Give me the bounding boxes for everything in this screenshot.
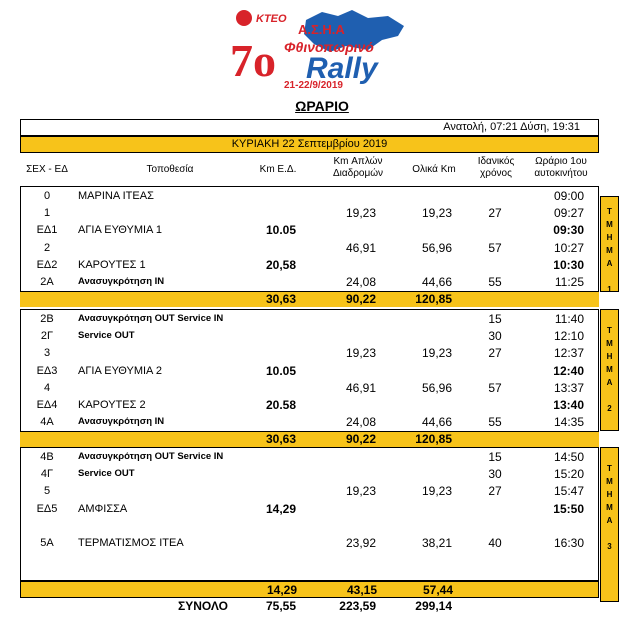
day-label: ΚΥΡΙΑΚΗ 22 Σεπτεμβρίου 2019 (20, 136, 599, 153)
row-schedule-time: 13:37 (553, 380, 584, 395)
header-km-total: Ολικά Km (412, 164, 456, 175)
row-sec: ΕΔ1 (36, 224, 58, 237)
section-side-label (600, 196, 619, 292)
header-sec: ΣΕΧ - ΕΔ (26, 164, 68, 175)
section-subtotal-km: 30,63 (265, 292, 296, 307)
header-ideal-time: Ιδανικός χρόνος (477, 156, 515, 179)
row-ideal-time: 30 (488, 329, 502, 344)
row-km-total: 56,96 (421, 380, 452, 395)
svg-text:Φθινοπωρινό: Φθινοπωρινό (284, 39, 374, 55)
row-schedule-time: 11:25 (554, 275, 584, 289)
side-label-letter: 3 (607, 542, 612, 551)
final-sum-liaison: 43,15 (346, 583, 377, 597)
row-ideal-time: 27 (488, 484, 502, 499)
header-km-liaison: Km Απλών Διαδρομών (332, 156, 384, 179)
side-label-letter (601, 270, 618, 283)
row-schedule-time: 12:10 (553, 329, 584, 344)
row-location: ΚΑΡΟΥΤΕΣ 1 (78, 258, 146, 271)
row-ideal-time: 57 (488, 240, 502, 255)
side-label-letter (601, 389, 618, 402)
row-ideal-time: 15 (488, 450, 502, 464)
row-ideal-time: 27 (488, 206, 502, 221)
row-schedule-time: 15:20 (553, 467, 584, 482)
section-subtotal-total: 120,85 (415, 292, 452, 307)
row-ideal-time: 57 (488, 380, 502, 395)
row-sec: 2 (43, 241, 51, 254)
row-location: Ανασυγκρότηση IN (78, 276, 165, 287)
row-location: Ανασυγκρότηση OUT Service IN (78, 313, 224, 324)
row-ideal-time: 55 (488, 275, 502, 289)
row-schedule-time: 09:27 (553, 206, 584, 221)
row-sec: 2Γ (40, 330, 54, 343)
row-schedule-time: 12:40 (553, 363, 584, 378)
row-location: ΑΜΦΙΣΣΑ (78, 502, 128, 515)
row-schedule-time: 14:35 (553, 415, 584, 430)
row-sec: ΕΔ5 (36, 502, 58, 515)
grand-total-total: 299,14 (415, 599, 452, 613)
row-sec: ΕΔ4 (36, 399, 58, 411)
row-km-stage: 14,29 (265, 501, 296, 516)
grand-total-km: 75,55 (265, 599, 296, 613)
row-ideal-time: 55 (488, 415, 502, 430)
row-sec: 2Α (40, 276, 54, 288)
side-label-letter: Τ (607, 207, 612, 216)
svg-text:7ο: 7ο (230, 35, 276, 86)
row-km-liaison: 46,91 (345, 380, 376, 395)
row-location: ΑΓΙΑ ΕΥΘΥΜΙΑ 2 (78, 364, 162, 377)
side-label-letter: Η (606, 352, 613, 361)
side-label-letter (601, 527, 618, 540)
header-location: Τοποθεσία (146, 164, 194, 175)
row-km-stage: 10.05 (265, 223, 296, 238)
row-location: ΑΓΙΑ ΕΥΘΥΜΙΑ 1 (78, 224, 162, 237)
row-schedule-time: 09:30 (553, 223, 584, 238)
section-subtotal-liaison: 90,22 (345, 292, 376, 307)
final-total-bar (20, 581, 599, 598)
side-label-letter: 1 (607, 285, 612, 294)
side-label-letter: Τ (607, 326, 612, 335)
row-schedule-time: 10:27 (553, 240, 584, 255)
section-side-label (600, 309, 619, 431)
svg-text:Α.Σ.Η.Α: Α.Σ.Η.Α (298, 22, 345, 37)
row-km-stage: 20,58 (265, 257, 296, 272)
row-sec: ΕΔ2 (36, 258, 58, 271)
row-schedule-time: 15:50 (553, 501, 584, 516)
side-label-letter: Μ (606, 365, 613, 374)
row-schedule-time: 12:37 (553, 346, 584, 361)
row-sec: 3 (43, 347, 51, 360)
row-sec: 4Β (40, 451, 54, 463)
side-label-letter: Μ (606, 246, 613, 255)
row-sec: ΕΔ3 (36, 364, 58, 377)
row-km-total: 38,21 (421, 536, 452, 550)
svg-text:21-22/9/2019: 21-22/9/2019 (284, 80, 343, 90)
section-subtotal-liaison: 90,22 (345, 432, 376, 447)
row-location: Service OUT (78, 468, 135, 480)
row-location: ΤΕΡΜΑΤΙΣΜΟΣ ΙΤΕΑ (78, 537, 184, 549)
row-ideal-time: 40 (488, 536, 502, 550)
row-location: ΚΑΡΟΥΤΕΣ 2 (78, 399, 146, 411)
side-label-letter: Μ (606, 503, 613, 512)
row-schedule-time: 16:30 (553, 536, 584, 550)
row-sec: 5 (43, 485, 51, 498)
side-label-letter: Τ (607, 464, 612, 473)
grand-total-label: ΣΥΝΟΛΟ (178, 599, 228, 613)
final-sum-km: 14,29 (266, 583, 297, 597)
row-ideal-time: 15 (488, 312, 502, 326)
row-location: Ανασυγκρότηση IN (78, 416, 165, 428)
row-km-total: 56,96 (421, 240, 452, 255)
row-km-liaison: 46,91 (345, 240, 376, 255)
row-km-stage: 20.58 (265, 398, 296, 412)
side-label-letter: Α (606, 516, 613, 525)
row-sec: 1 (43, 207, 51, 220)
row-km-total: 19,23 (421, 206, 452, 221)
section-subtotal-bar (20, 291, 599, 307)
row-km-liaison: 19,23 (345, 346, 376, 361)
row-location: ΜΑΡΙΝΑ ΙΤΕΑΣ (78, 190, 154, 202)
header-km-stage: Km Ε.Δ. (259, 164, 297, 175)
row-schedule-time: 09:00 (553, 189, 584, 203)
row-km-liaison: 24,08 (345, 415, 376, 430)
row-schedule-time: 10:30 (553, 257, 584, 272)
row-sec: 4 (43, 381, 51, 394)
row-schedule-time: 14:50 (553, 450, 584, 464)
row-km-liaison: 19,23 (345, 206, 376, 221)
row-sec: 5Α (40, 537, 54, 549)
row-schedule-time: 15:47 (553, 484, 584, 499)
row-sec: 4Γ (40, 468, 54, 481)
side-label-letter: Η (606, 233, 613, 242)
svg-text:ΚΤΕΟ: ΚΤΕΟ (256, 13, 287, 25)
grand-total-liaison: 223,59 (339, 599, 376, 613)
row-km-stage: 10.05 (265, 363, 296, 378)
sun-info: Ανατολή, 07:21 Δύση, 19:31 (20, 119, 599, 136)
page-title: ΩΡΑΡΙΟ (295, 98, 349, 114)
row-km-total: 44,66 (421, 275, 452, 289)
side-label-letter: Μ (606, 339, 613, 348)
side-label-letter: Μ (606, 220, 613, 229)
side-label-letter: 2 (607, 404, 612, 413)
row-km-liaison: 24,08 (345, 275, 376, 289)
side-label-letter: Α (606, 259, 613, 268)
final-sum-total: 57,44 (422, 583, 453, 597)
side-label-letter: Η (606, 490, 613, 499)
header-schedule: Ωράριο 1ου αυτοκινήτου (534, 156, 588, 179)
row-km-total: 19,23 (421, 346, 452, 361)
section-subtotal-bar (20, 431, 599, 447)
row-location: Service OUT (78, 330, 135, 342)
row-km-liaison: 23,92 (345, 536, 376, 550)
section-subtotal-km: 30,63 (265, 432, 296, 447)
row-km-total: 44,66 (421, 415, 452, 430)
row-sec: 2Β (40, 313, 54, 325)
section-subtotal-total: 120,85 (415, 432, 452, 447)
side-label-letter: Α (606, 378, 613, 387)
row-schedule-time: 13:40 (553, 398, 584, 412)
row-location: Ανασυγκρότηση OUT Service IN (78, 451, 224, 462)
row-schedule-time: 11:40 (554, 312, 584, 326)
row-km-liaison: 19,23 (345, 484, 376, 499)
rally-logo (218, 6, 418, 90)
row-ideal-time: 27 (488, 346, 502, 361)
row-km-total: 19,23 (421, 484, 452, 499)
row-ideal-time: 30 (488, 467, 502, 482)
svg-text:Rally: Rally (306, 52, 378, 85)
row-sec: 0 (43, 190, 51, 202)
side-label-letter: Μ (606, 477, 613, 486)
row-sec: 4Α (40, 416, 54, 429)
section-side-label (600, 447, 619, 602)
section-1 (20, 186, 599, 307)
